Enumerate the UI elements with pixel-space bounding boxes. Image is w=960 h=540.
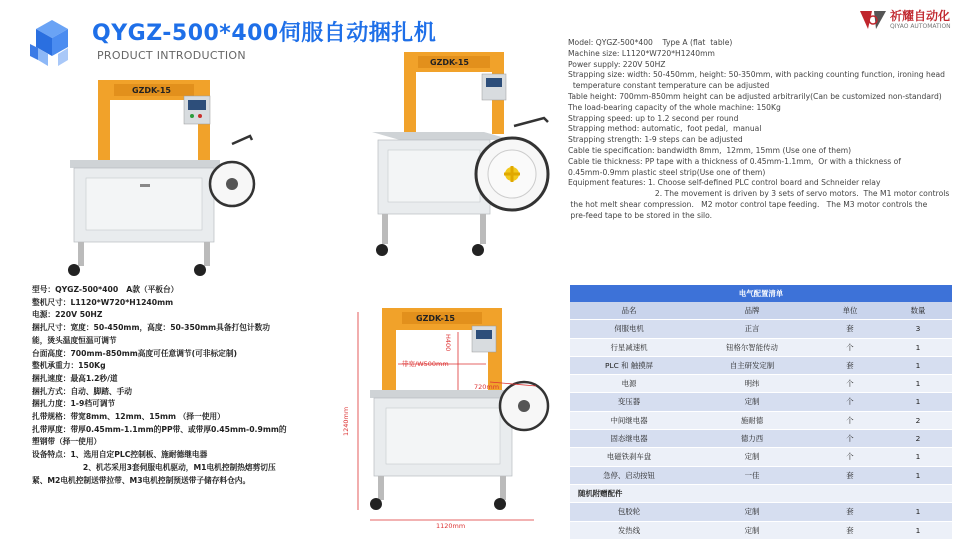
spec-line-cn: 台面高度：700mm-850mm高度可任意调节(可非标定制) (32, 348, 238, 358)
table-cell: 正言 (744, 324, 760, 334)
electrical-config-table (570, 285, 952, 540)
dim-inner-height: H400 (444, 334, 452, 352)
spec-line-en: Power supply: 220V 50HZ (568, 59, 666, 69)
table-cell: 德力西 (740, 434, 764, 444)
table-cell: 个 (846, 342, 854, 352)
spec-line-en: 0.45mm-0.9mm plastic steel strip(Use one of them) (568, 167, 766, 177)
english-specs (568, 38, 953, 222)
brand-mark-icon (858, 7, 888, 33)
table-cell: 个 (846, 379, 854, 389)
spec-line-en: Strapping strength: 1-9 steps can be adjusted (568, 135, 743, 145)
machine-label-front: GZDK-15 (132, 86, 171, 95)
table-cell: 定制 (744, 525, 760, 535)
spec-line-cn: 捆扎速度：最高1.2秒/道 (32, 373, 118, 383)
table-cell: 1 (915, 507, 921, 517)
spec-line-en: Cable tie specification: bandwidth 8mm, 12mm, 15mm (Use one of them) (568, 145, 852, 155)
brand-name: 祈耀自动化 (890, 9, 951, 23)
table-body-accessories (570, 503, 952, 540)
spec-line-en: Equipment features: 1. Choose self-defined PLC control board and Schneider relay (568, 178, 881, 188)
table-cell: 行星减速机 (610, 342, 648, 352)
table-cell: 3 (915, 324, 921, 334)
table-cell: 个 (846, 434, 854, 444)
table-row (570, 467, 952, 485)
spec-line-cn: 电源：220V 50HZ (32, 310, 103, 320)
spec-line-cn: 整机承重力：150Kg (32, 361, 106, 371)
spec-line-en: The load-bearing capacity of the whole machine: 150Kg (568, 102, 781, 112)
table-cell: 定制 (744, 397, 760, 407)
table-cell: 2 (915, 434, 921, 444)
spec-line-en: temperature constant temperature can be adjusted (568, 81, 770, 91)
table-header-row (570, 302, 952, 320)
table-cell: 1 (915, 397, 921, 407)
machine-dimension-image (340, 306, 560, 536)
table-row (570, 448, 952, 466)
page-title: QYGZ-500*400伺服自动捆扎机 (92, 21, 437, 46)
brand-logo (858, 7, 953, 35)
table-cell: 个 (846, 452, 854, 462)
table-cell: 套 (846, 525, 854, 535)
table-cell: 套 (846, 324, 854, 334)
spec-line-cn: 扎带厚度：带厚0.45mm-1.1mm的PP带、或带厚0.45mm-0.9mm的 (32, 424, 287, 434)
table-title: 电气配置清单 (570, 285, 952, 302)
table-cell: 急停、启动按钮 (603, 470, 655, 480)
table-cell: 1 (915, 452, 921, 462)
table-cell: 1 (915, 342, 921, 352)
spec-line-cn: 紧、M2电机控制送带拉带、M3电机控制预送带子储存料仓内。 (32, 475, 251, 485)
brand-subtitle: QIYAO AUTOMATION (890, 23, 951, 30)
table-row (570, 320, 952, 338)
column-header: 品牌 (744, 306, 760, 315)
table-section-title: 随机附赠配件 (570, 485, 952, 503)
spec-line-cn: 型号：QYGZ-500*400 A款（平板台） (32, 285, 179, 294)
table-cell: 1 (915, 470, 921, 480)
table-cell: 1 (915, 360, 921, 370)
spec-line-cn: 扎带规格：带宽8mm、12mm、15mm （择一使用） (32, 412, 225, 422)
spec-line-en: Machine size: L1120*W720*H1240mm (568, 48, 715, 58)
table-cell: 定制 (744, 452, 760, 462)
column-header: 单位 (842, 306, 858, 315)
table-row (570, 522, 952, 540)
table-cell: 固态继电器 (610, 434, 648, 444)
spec-line-en: Strapping method: automatic, foot pedal, manual (568, 124, 762, 134)
machine-front-image (60, 74, 256, 282)
dim-height: 1240mm (342, 406, 350, 436)
spec-line-cn: 整机尺寸：L1120*W720*H1240mm (32, 297, 174, 307)
table-cell: 1 (915, 379, 921, 389)
table-cell: PLC 和 触摸屏 (605, 360, 653, 370)
table-cell: 电磁铁刹车盘 (606, 452, 652, 462)
spec-line-en: Cable tie thickness: PP tape with a thickness of 0.45mm-1.1mm, Or with a thickness of (568, 156, 901, 166)
spec-line-cn: 2、机芯采用3套伺服电机驱动，M1电机控制热熔剪切压 (32, 462, 276, 472)
table-cell: 伺服电机 (614, 324, 644, 334)
table-cell: 变压器 (617, 397, 641, 407)
table-cell: 套 (846, 360, 854, 370)
machine-label-dim: GZDK-15 (416, 314, 455, 323)
dim-side: 720mm (474, 383, 500, 391)
page-subtitle: PRODUCT INTRODUCTION (97, 49, 246, 62)
table-row (570, 412, 952, 430)
table-cell: 1 (915, 525, 921, 535)
table-cell: 施耐德 (740, 415, 764, 425)
spec-line-en: pre-feed tape to be stored in the silo. (568, 210, 713, 220)
table-cell: 定制 (744, 507, 760, 517)
table-row (570, 503, 952, 521)
spec-line-en: Table height: 700mm-850mm height can be adjusted arbitrarily(Can be customized non-standard) (568, 91, 942, 101)
table-cell: 2 (915, 415, 921, 425)
spec-line-cn: 能，烫头温度恒温可调节 (32, 335, 117, 345)
spec-line-en: the hot melt shear compression. M2 motor control tape feeding. The M3 motor controls the (568, 199, 928, 209)
column-header: 数量 (910, 306, 926, 315)
table-row (570, 375, 952, 393)
spec-line-en: Strapping size: width: 50-450mm, height: 50-350mm, with packing counting function, ironing head (568, 70, 945, 80)
table-cell: 电源 (621, 379, 637, 389)
logo-cube-icon (28, 18, 76, 70)
table-cell: 一佳 (744, 470, 760, 480)
spec-line-en: Strapping speed: up to 1.2 second per round (568, 113, 739, 123)
machine-label-angled: GZDK-15 (430, 58, 469, 67)
table-row (570, 430, 952, 448)
table-cell: 个 (846, 397, 854, 407)
spec-line-cn: 捆扎力度：1-9档可调节 (32, 399, 116, 409)
spec-line-en: Model: QYGZ-500*400 Type A (flat table) (568, 38, 733, 47)
column-header: 品名 (621, 306, 637, 315)
table-row (570, 339, 952, 357)
table-cell: 钮格尔智能传动 (726, 342, 778, 352)
spec-line-cn: 塑钢带（择一使用） (32, 437, 102, 447)
table-row (570, 393, 952, 411)
spec-line-cn: 捆扎尺寸：宽度：50-450mm，高度：50-350mm具备打包计数功 (32, 323, 270, 333)
table-cell: 个 (846, 415, 854, 425)
table-cell: 套 (846, 507, 854, 517)
chinese-specs (32, 284, 332, 487)
table-cell: 发热线 (617, 525, 641, 535)
spec-line-cn: 捆扎方式：自动、脚踏、手动 (32, 386, 132, 396)
machine-angled-image (364, 44, 558, 266)
table-cell: 中间继电器 (610, 415, 648, 425)
table-cell: 套 (846, 470, 854, 480)
table-cell: 自主研发定制 (729, 360, 775, 370)
table-row (570, 357, 952, 375)
table-cell: 包胶轮 (617, 507, 641, 517)
spec-line-cn: 设备特点：1、选用自定PLC控制板、施耐德继电器 (32, 450, 208, 460)
dim-inner-width: 带宽/W500mm (402, 360, 449, 368)
dim-width: 1120mm (436, 522, 466, 530)
table-body (570, 320, 952, 485)
table-cell: 明纬 (744, 379, 760, 389)
spec-line-en: 2. The movement is driven by 3 sets of servo motors. The M1 motor controls (568, 189, 950, 199)
